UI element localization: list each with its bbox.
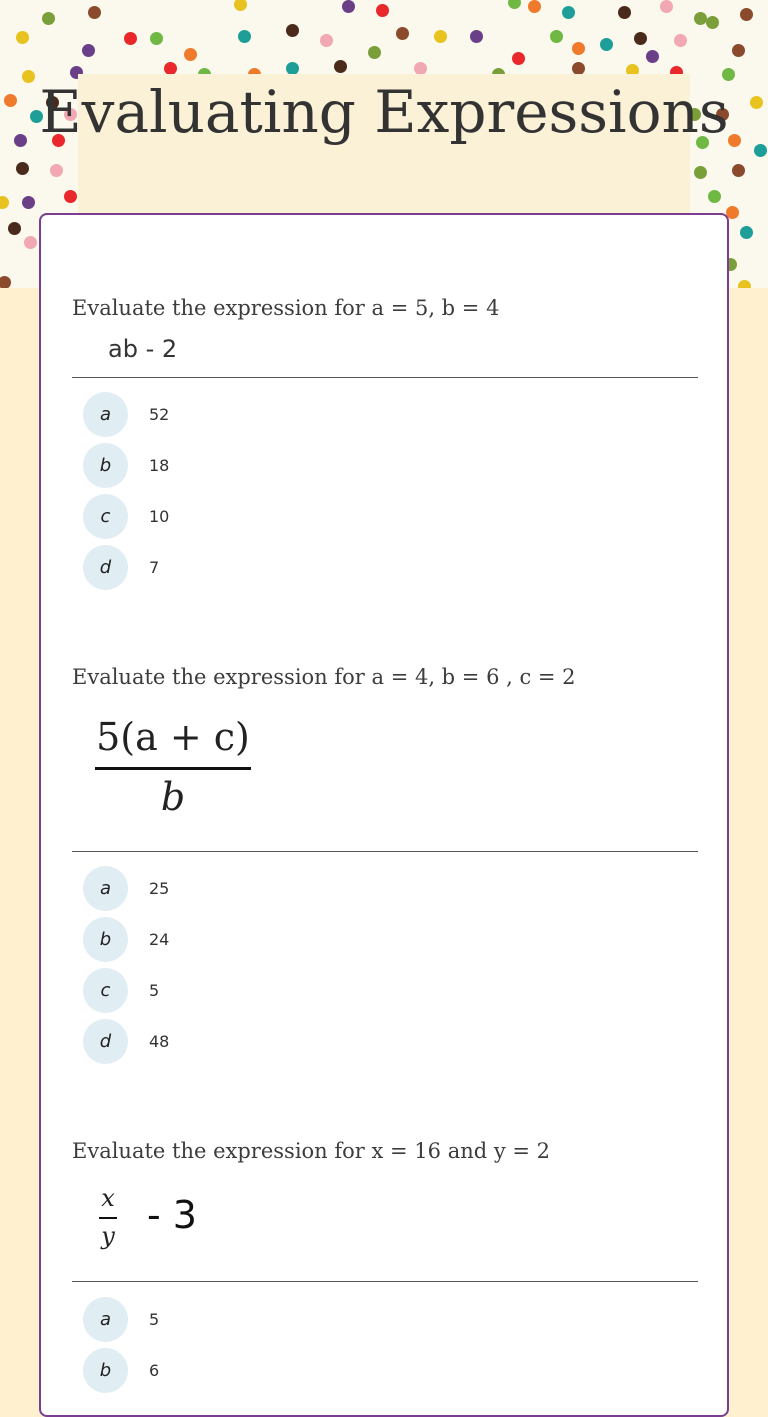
choice-letter-badge: a (83, 392, 128, 437)
choice-text: 7 (149, 558, 160, 577)
question-expression: ab - 2 (108, 335, 178, 363)
answer-choice-a[interactable] (83, 1297, 383, 1341)
question-prompt: Evaluate the expression for a = 4, b = 6 , c = 2 (72, 665, 576, 689)
confetti-dot (740, 8, 753, 21)
choice-letter-badge: d (83, 545, 128, 590)
fraction-expression-image (95, 1183, 225, 1263)
confetti-dot (50, 164, 63, 177)
confetti-dot (150, 32, 163, 45)
confetti-dot (674, 34, 687, 47)
confetti-dot (64, 190, 77, 203)
page-title: Evaluating Expressions (39, 78, 729, 146)
confetti-dot (334, 60, 347, 73)
answer-choice-a[interactable] (83, 866, 383, 910)
confetti-dot (82, 44, 95, 57)
choice-letter-badge: c (83, 968, 128, 1013)
confetti-dot (708, 190, 721, 203)
confetti-dot (286, 24, 299, 37)
worksheet-card (39, 213, 729, 1417)
answer-choice-c[interactable] (83, 494, 383, 538)
fraction-bar (99, 1217, 117, 1219)
confetti-dot (22, 196, 35, 209)
answer-choice-c[interactable] (83, 968, 383, 1012)
choice-text: 5 (149, 1310, 160, 1329)
question-divider (72, 377, 698, 378)
choice-text: 25 (149, 879, 170, 898)
answer-choice-a[interactable] (83, 392, 383, 436)
fraction-expression-image (95, 713, 251, 823)
confetti-dot (508, 0, 521, 9)
confetti-dot (42, 12, 55, 25)
confetti-dot (8, 222, 21, 235)
choice-letter-badge: b (83, 917, 128, 962)
choice-letter-badge: c (83, 494, 128, 539)
answer-choice-b[interactable] (83, 443, 383, 487)
fraction-denominator: y (101, 1222, 115, 1250)
confetti-dot (470, 30, 483, 43)
choice-letter-badge: a (83, 866, 128, 911)
confetti-dot (694, 166, 707, 179)
choice-letter-badge: a (83, 1297, 128, 1342)
answer-choice-b[interactable] (83, 1348, 383, 1392)
choice-letter-badge: b (83, 1348, 128, 1393)
confetti-dot (572, 42, 585, 55)
confetti-dot (646, 50, 659, 63)
question-prompt: Evaluate the expression for x = 16 and y = 2 (72, 1139, 551, 1163)
expression-suffix: - 3 (147, 1193, 197, 1237)
fraction-denominator: b (160, 775, 186, 819)
choice-text: 10 (149, 507, 170, 526)
confetti-dot (660, 0, 673, 13)
answer-choice-d[interactable] (83, 1019, 383, 1063)
confetti-dot (320, 34, 333, 47)
choice-text: 5 (149, 981, 160, 1000)
confetti-dot (0, 196, 9, 209)
choice-letter-badge: b (83, 443, 128, 488)
confetti-dot (184, 48, 197, 61)
confetti-dot (634, 32, 647, 45)
answer-choice-d[interactable] (83, 545, 383, 589)
confetti-dot (600, 38, 613, 51)
confetti-dot (694, 12, 707, 25)
fraction-numerator: 5(a + c) (96, 715, 250, 759)
confetti-dot (376, 4, 389, 17)
confetti-dot (550, 30, 563, 43)
confetti-dot (732, 164, 745, 177)
confetti-dot (738, 280, 751, 288)
confetti-dot (528, 0, 541, 13)
confetti-dot (512, 52, 525, 65)
confetti-dot (238, 30, 251, 43)
confetti-dot (368, 46, 381, 59)
choice-letter-badge: d (83, 1019, 128, 1064)
question-divider (72, 1281, 698, 1282)
choice-text: 6 (149, 1361, 160, 1380)
confetti-dot (16, 162, 29, 175)
confetti-dot (434, 30, 447, 43)
confetti-dot (740, 226, 753, 239)
confetti-dot (234, 0, 247, 11)
confetti-dot (0, 276, 11, 288)
confetti-dot (396, 27, 409, 40)
confetti-dot (706, 16, 719, 29)
confetti-dot (124, 32, 137, 45)
answer-choice-b[interactable] (83, 917, 383, 961)
confetti-dot (562, 6, 575, 19)
confetti-dot (24, 236, 37, 249)
question-prompt: Evaluate the expression for a = 5, b = 4 (72, 296, 500, 320)
confetti-dot (88, 6, 101, 19)
fraction-bar (95, 767, 251, 770)
choice-text: 52 (149, 405, 170, 424)
question-divider (72, 851, 698, 852)
choice-text: 48 (149, 1032, 170, 1051)
confetti-dot (342, 0, 355, 13)
fraction-numerator: x (101, 1184, 115, 1212)
choice-text: 24 (149, 930, 170, 949)
confetti-dot (16, 31, 29, 44)
confetti-dot (732, 44, 745, 57)
choice-text: 18 (149, 456, 170, 475)
confetti-dot (618, 6, 631, 19)
